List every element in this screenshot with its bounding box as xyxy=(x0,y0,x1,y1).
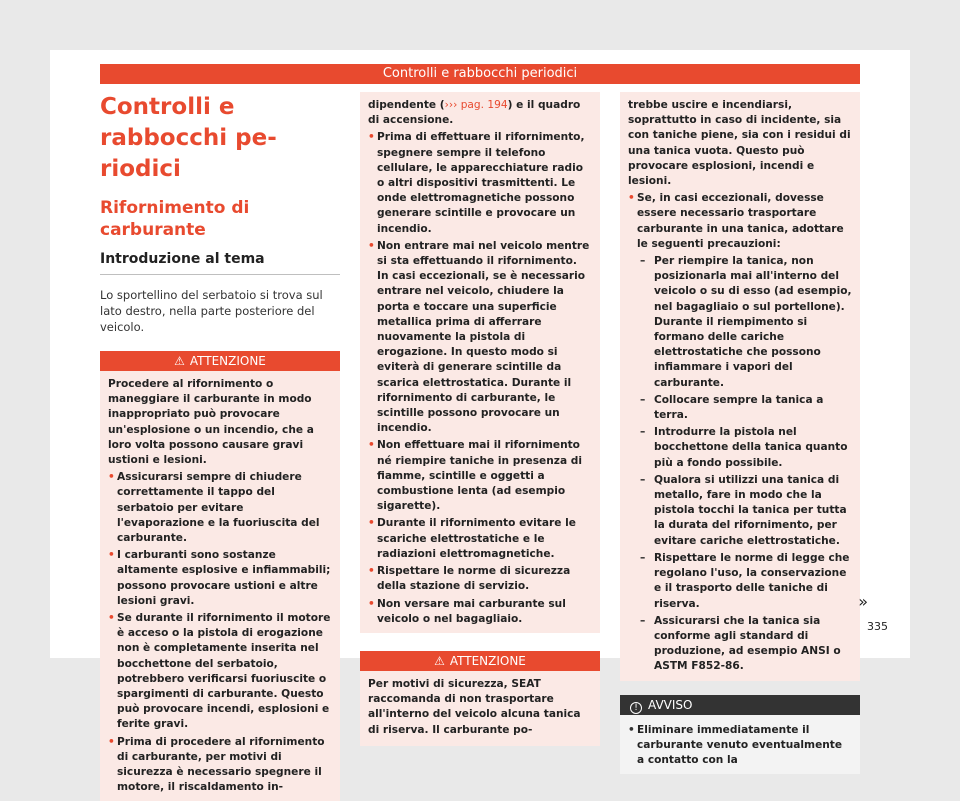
list-item: • Prima di procedere al rifornimento di carburante, per motivi di sicurezza è necessario spegnere il motore, il riscaldamento in- xyxy=(108,735,325,794)
list-item: – Assicurarsi che la tanica sia conforme agli standard di produzione, ad esempio ANSI o ASTM F852-86. xyxy=(640,614,841,673)
intro-paragraph: Lo sportellino del serbatoio si trova sul lato destro, nella parte posteriore del veicolo. xyxy=(100,288,323,334)
list-item: – Collocare sempre la tanica a terra. xyxy=(640,393,824,422)
page-title: Controlli e rabbocchi pe- riodici xyxy=(100,94,277,182)
list-item: • Prima di effettuare il rifornimento, spegnere sempre il telefono cellulare, le apparecchiature radio o altri dispositivi trasmittenti. Le onde elettromagnetiche possono generare scintille e provocare un incendio. xyxy=(368,131,585,235)
notice-header: ! AVVISO xyxy=(620,695,860,715)
warning-body: Procedere al rifornimento o maneggiare il carburante in modo inappropriato può provocare un'esplosione o un incendio, che a loro volta possono causare gravi ustioni e lesioni. • Assicurarsi sempre di chiudere correttamente il tappo del serbatoio per evitare l'evaporazione e la fuoriuscita del carburante. • I carburanti sono sostanze altamente esplosive e infiammabili; possono provocare ustioni e altre lesioni gravi. • Se durante il rifornimento il motore è acceso o la pistola di erogazione non è completamente inserita nel bocchettone del serbatoio, potrebbero verificarsi fuoriuscite o spargimenti di carburante. Questo può provocare incendi, esplosioni e ferite gravi. • Prima di procedere al rifornimento di carburante, per motivi di sicurezza è necessario spegnere il motore, il riscaldamento in- xyxy=(100,371,340,801)
list-item: • Eliminare immediatamente il carburante venuto eventualmente a contatto con la xyxy=(628,723,843,766)
warning-header: ⚠ ATTENZIONE xyxy=(100,351,340,371)
list-item: • Se, in casi eccezionali, dovesse essere necessario trasportare carburante in una tanica, adottare le seguenti precauzioni: xyxy=(628,192,844,250)
info-circle-icon: ! xyxy=(630,702,642,714)
page-reference-link[interactable]: ››› pag. 194 xyxy=(444,99,508,111)
manual-page xyxy=(50,50,910,794)
list-item: • I carburanti sono sostanze altamente esplosive e infiammabili; possono provocare ustioni e altre lesioni gravi. xyxy=(108,549,331,607)
list-item: – Introdurre la pistola nel bocchettone della tanica quanto più a fondo possibile. xyxy=(640,426,848,469)
notice-box xyxy=(620,695,860,775)
list-item: • Rispettare le norme di sicurezza della stazione di servizio. xyxy=(368,565,571,593)
list-item: • Non effettuare mai il rifornimento né riempire taniche in presenza di fiamme, scintille e oggetti a combustione lenta (ad esempio sigarette). xyxy=(368,439,582,513)
warning-box xyxy=(100,351,340,801)
warning-box-2-continued xyxy=(620,92,860,681)
warning-body: Per motivi di sicurezza, SEAT raccomanda di non trasportare all'interno del veicolo alcuna tanica di riserva. Il carburante po- xyxy=(368,677,581,736)
list-item: – Per riempire la tanica, non posizionarla mai all'interno del veicolo o su di esso (ad esempio, nel bagagliaio o sul portellone). Durante il riempimento si formano delle cariche elettrostatiche che possono infiammare i vapori del carburante. xyxy=(640,255,852,389)
list-item: • Assicurarsi sempre di chiudere correttamente il tappo del serbatoio per evitare l'evaporazione e la fuoriuscita del carburante. xyxy=(108,471,320,545)
section-subtitle: Rifornimento di carburante xyxy=(100,198,250,240)
warning-body: dipendente (››› pag. 194) e il quadro di accensione. • Prima di effettuare il rifornimento, spegnere sempre il telefono cellulare, le apparecchiature radio o altri dispositivi trasmittenti. Le onde elettromagnetiche possono generare scintille e provocare un incendio. • Non entrare mai nel veicolo mentre si sta effettuando il rifornimento. In casi eccezionali, se è necessario entrare nel veicolo, chiudere la porta e toccare una superficie metallica prima di afferrare nuovamente la pistola di erogazione. In questo modo si eviterà di generare scintille da scarica elettrostatica. Durante il rifornimento di carburante, le scintille possono provocare un incendio. • Non effettuare mai il rifornimento né riempire taniche in presenza di fiamme, scintille e oggetti a combustione lenta (ad esempio sigarette). • Durante il rifornimento evitare le scariche elettrostatiche e le radiazioni elettromagnetiche. • Rispettare le norme di sicurezza della stazione di servizio. • Non versare mai carburante sul veicolo o nel bagagliaio. xyxy=(360,92,600,633)
warning-box-2 xyxy=(360,651,600,746)
list-item: • Non entrare mai nel veicolo mentre si sta effettuando il rifornimento. In casi eccezionali, se è necessario entrare nel veicolo, chiudere la porta e toccare una superficie metallica prima di afferrare nuovamente la pistola di erogazione. In questo modo si eviterà di generare scintille da scarica elettrostatica. Durante il rifornimento di carburante, le scintille possono provocare un incendio. xyxy=(368,239,590,435)
list-item: • Non versare mai carburante sul veicolo o nel bagagliaio. xyxy=(368,597,566,625)
list-item: – Rispettare le norme di legge che regolano l'uso, la conservazione e il trasporto delle taniche di riserva. xyxy=(640,551,850,610)
list-item: – Qualora si utilizzi una tanica di metallo, fare in modo che la pistola tocchi la tanica per tutta la durata del rifornimento, per evitare cariche elettrostatiche. xyxy=(640,473,847,547)
notice-body xyxy=(620,715,860,775)
column-3 xyxy=(620,92,860,774)
column-2 xyxy=(360,92,600,746)
running-header: Controlli e rabbocchi periodici xyxy=(100,64,860,84)
list-item: • Se durante il rifornimento il motore è acceso o la pistola di erogazione non è completamente inserita nel bocchettone del serbatoio, potrebbero verificarsi fuoriuscite o spargimenti di carburante. Questo può provocare incendi, esplosioni e ferite gravi. xyxy=(108,612,331,731)
page-number: 335 xyxy=(867,620,888,633)
column-1 xyxy=(100,92,340,801)
warning-box-continued xyxy=(360,92,600,633)
warning-header: ⚠ ATTENZIONE xyxy=(360,651,600,671)
warning-triangle-icon: ⚠ xyxy=(434,653,445,668)
warning-triangle-icon: ⚠ xyxy=(174,354,185,368)
continue-marker: » xyxy=(858,592,868,611)
list-item: • Durante il rifornimento evitare le scariche elettrostatiche e le radiazioni elettromagnetiche. xyxy=(368,517,576,560)
warning-body: trebbe uscire e incendiarsi, soprattutto in caso di incidente, sia con taniche piene, sia con i residui di una tanica vuota. Questo può provocare esplosioni, incendi e lesioni. • Se, in casi eccezionali, dovesse essere necessario trasportare carburante in una tanica, adottare le seguenti precauzioni: – Per riempire la tanica, non posizionarla mai all'interno del veicolo o su di esso (ad esempio, nel bagagliaio o sul portellone). Durante il riempimento si formano delle cariche elettrostatiche che possono infiammare i vapori del carburante. – Collocare sempre la tanica a terra. – Introdurre la pistola nel bocchettone della tanica quanto più a fondo possibile. – Qualora si utilizzi una tanica di metallo, fare in modo che la pistola tocchi la tanica per tutta la durata del rifornimento, per evitare cariche elettrostatiche. – Rispettare le norme di legge che regolano l'uso, la conservazione e il trasporto delle taniche di riserva. – Assicurarsi che la tanica sia conforme agli standard di produzione, ad esempio ANSI o ASTM F852-86. xyxy=(620,92,860,681)
section-heading: Introduzione al tema xyxy=(100,251,340,275)
